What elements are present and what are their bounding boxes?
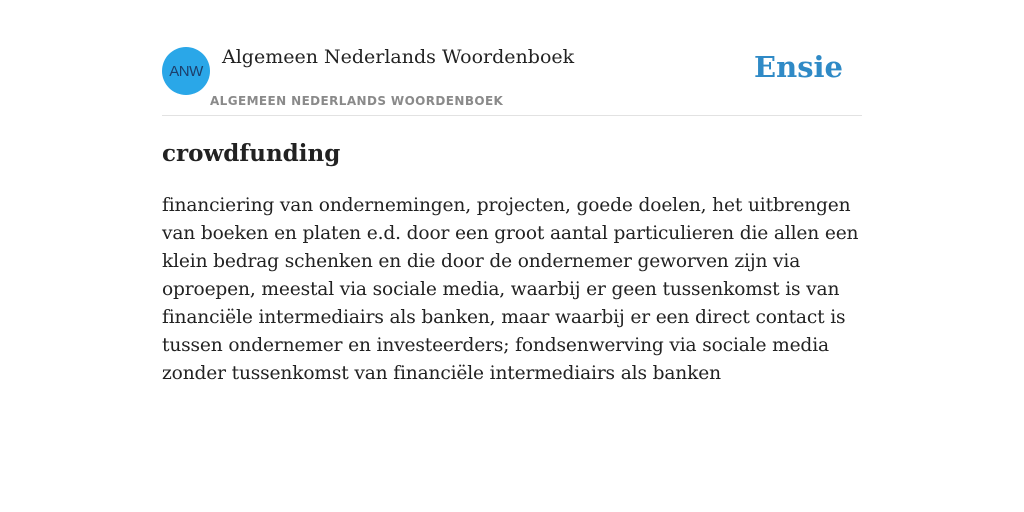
entry-card xyxy=(162,0,862,512)
source-subtitle: ALGEMEEN NEDERLANDS WOORDENBOEK xyxy=(210,94,504,108)
ensie-brand-logo[interactable]: Ensie xyxy=(754,50,843,84)
source-header xyxy=(162,0,862,116)
entry-definition: financiering van ondernemingen, projecten, goede doelen, het uitbrengen van boeken en platen e.d. door een groot aantal particulieren die allen een klein bedrag schenken en die door de ondernemer geworven zijn via oproepen, meestal via sociale media, waarbij er geen tussenkomst is van financiële intermediairs als banken, maar waarbij er een direct contact is tussen ondernemer en investeerders; fondsenwerving via sociale media zonder tussenkomst van financiële intermediairs als banken xyxy=(162,195,859,384)
source-title: Algemeen Nederlands Woordenboek xyxy=(222,46,575,68)
anw-logo-text: ANW xyxy=(169,62,203,80)
anw-logo xyxy=(162,47,210,95)
entry-headword: crowdfunding xyxy=(162,140,341,167)
